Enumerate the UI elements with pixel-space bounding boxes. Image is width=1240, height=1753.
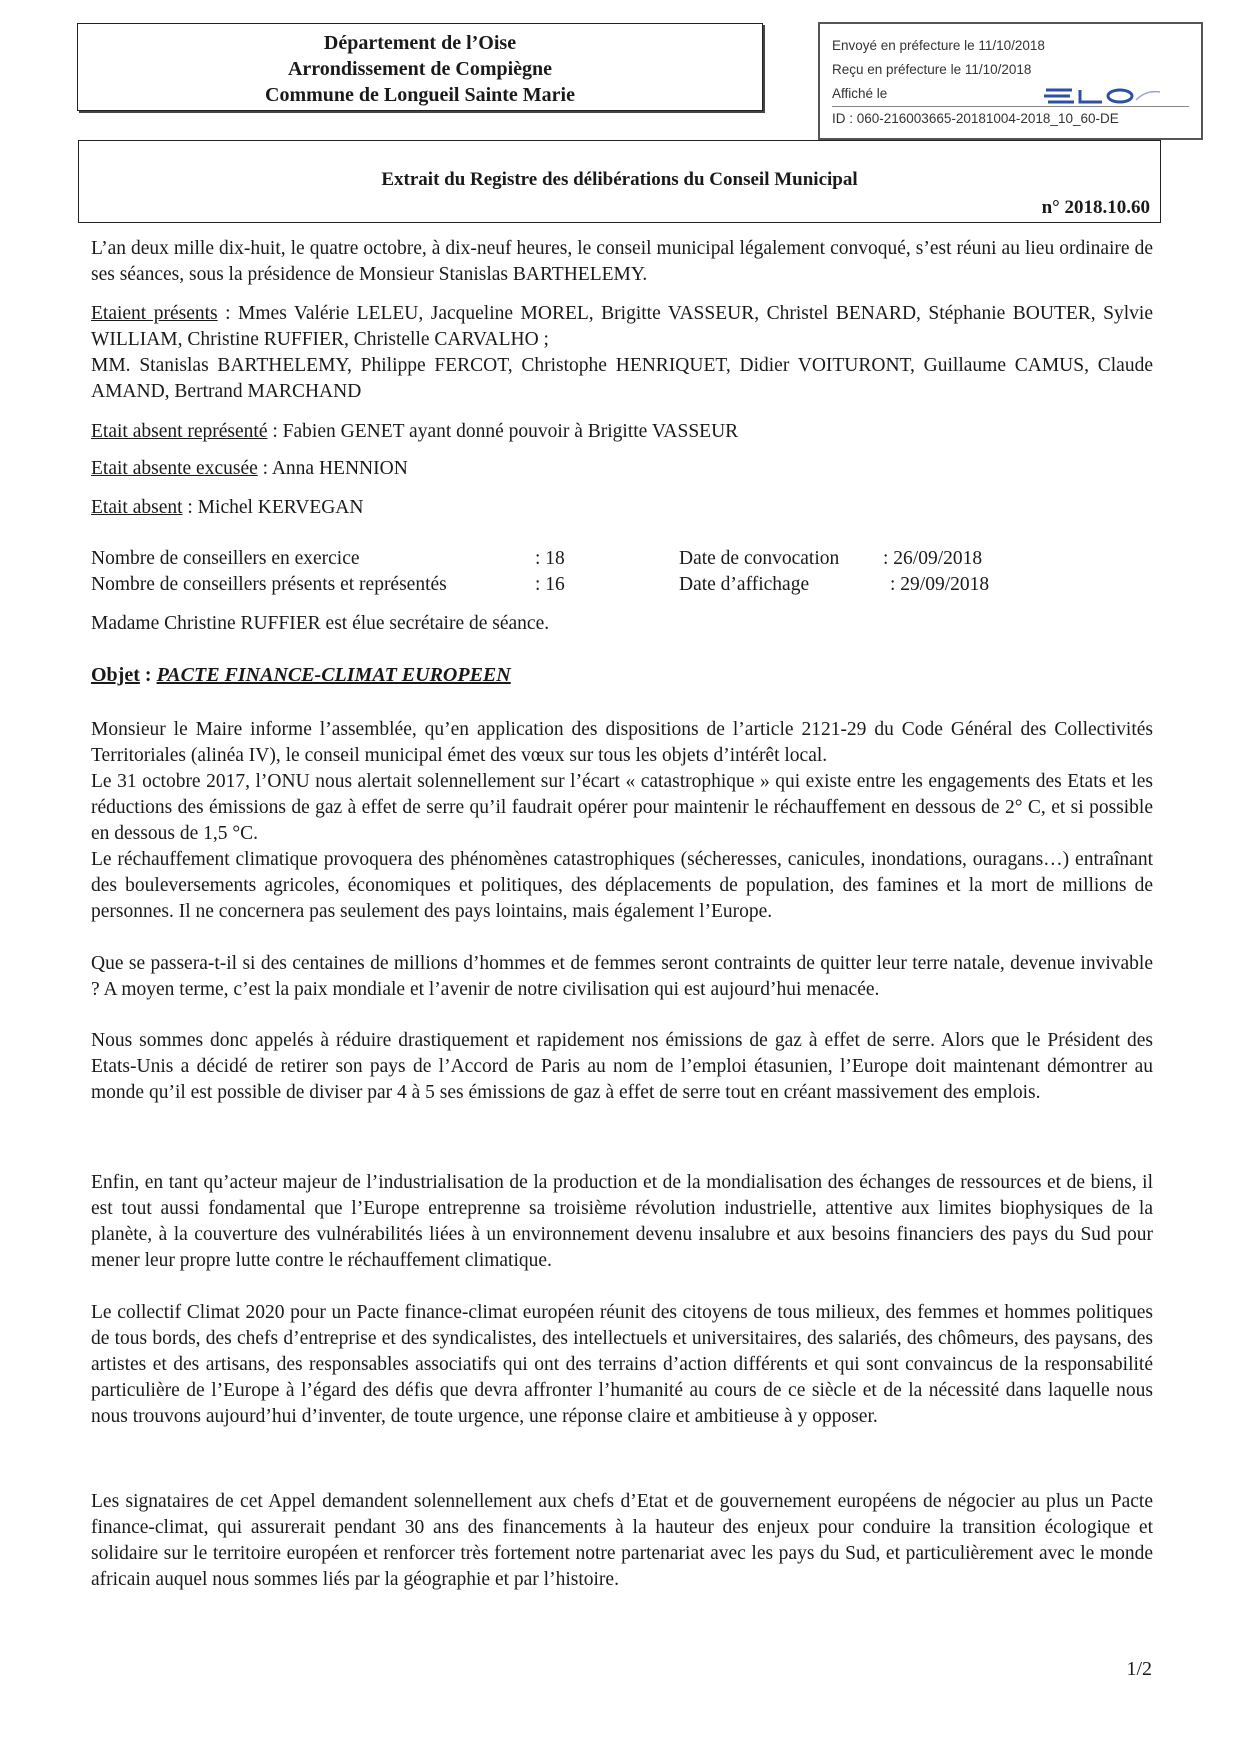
header-box [77, 23, 763, 111]
register-title: Extrait du Registre des délibérations du Conseil Municipal [381, 169, 858, 190]
absent-label: Etait absent [91, 497, 183, 518]
posting-label: Date d’affichage [679, 574, 810, 595]
convocation-value: : 26/09/2018 [883, 548, 983, 569]
represented-text: : Fabien GENET ayant donné pouvoir à Brigitte VASSEUR [267, 421, 739, 442]
excused-line [91, 456, 1153, 482]
intro-paragraph: L’an deux mille dix-huit, le quatre octobre, à dix-neuf heures, le conseil municipal légalement convoqué, s’est réuni au lieu ordinaire de ses séances, sous la présidence de Monsieur Stanislas BARTHELEMY. [91, 238, 1153, 285]
body-paragraph: Que se passera-t-il si des centaines de millions d’hommes et de femmes seront contraints de quitter leur terre natale, devenue invivable ? A moyen terme, c’est la paix mondiale et l’avenir de notre civilisation qui est aujourd’hui menacée. [91, 953, 1153, 1000]
arrondissement-name: Arrondissement de Compiègne [287, 58, 553, 80]
slo-logo-icon [1042, 86, 1162, 104]
body-paragraph: Le 31 octobre 2017, l’ONU nous alertait solennellement sur l’écart « catastrophique » qui existe entre les engagements des Etats et les réductions des émissions de gaz à effet de serre qu’il faudrait opérer pour maintenir le réchauffement en dessous de 2° C, et si possible en dessous de 1,5 °C. [91, 771, 1153, 844]
posting-value: : 29/09/2018 [890, 574, 990, 595]
stamp-received: Reçu en préfecture le 11/10/2018 [832, 62, 1032, 77]
secretary-line: Madame Christine RUFFIER est élue secrétaire de séance. [91, 613, 550, 634]
convocation-label: Date de convocation [679, 548, 840, 569]
deliberation-number: n° 2018.10.60 [1041, 197, 1150, 218]
presents-label: Etaient présents [91, 303, 218, 324]
department-name: Département de l’Oise [323, 32, 517, 54]
objet-title: PACTE FINANCE-CLIMAT EUROPEEN [156, 664, 511, 686]
commune-name: Commune de Longueil Sainte Marie [265, 84, 575, 106]
stamp-sent: Envoyé en préfecture le 11/10/2018 [832, 38, 1045, 53]
title-box [78, 140, 1161, 223]
in-office-label: Nombre de conseillers en exercice [91, 548, 360, 569]
body-paragraph: Les signataires de cet Appel demandent solennellement aux chefs d’Etat et de gouvernement européens de négocier au plus un Pacte finance-climat, qui assurerait pendant 30 ans des financements à la hauteur des enjeux pour conduire la transition écologique et solidaire sur le territoire européen et renforcer très fortement notre partenariat avec les pays du Sud, et particulièrement avec le monde africain auquel nous sommes liés par la géographie et par l’histoire. [91, 1491, 1153, 1590]
body-paragraph: Enfin, en tant qu’acteur majeur de l’industrialisation de la production et de la mondialisation des échanges de ressources et de biens, il est tout aussi fondamental que l’Europe entreprenne sa troisième révolution industrielle, attentive aux limites biophysiques de la planète, à la couverture des vulnérabilités liées à un environnement devenu insalubre et aux besoins financiers des pays du Sud pour mener leur propre lutte contre le réchauffement climatique. [91, 1172, 1153, 1271]
presents-women: : Mmes Valérie LELEU, Jacqueline MOREL, Brigitte VASSEUR, Christel BENARD, Stéphanie BOUTER, Sylvie WILLIAM, Christine RUFFIER, Christelle CARVALHO ; [91, 303, 1154, 350]
excused-label: Etait absente excusée [91, 458, 258, 479]
stamp-posted-row [832, 82, 1189, 106]
body-paragraph: Le collectif Climat 2020 pour un Pacte finance-climat européen réunit des citoyens de tous milieux, des femmes et hommes politiques de tous bords, des chefs d’entreprise et des syndicalistes, des intellectuels et universitaires, des salariés, des chômeurs, des paysans, des artistes et des artisans, des responsables associatifs qui ont des terrains d’action différents et qui sont convaincus de la responsabilité particulière de l’Europe à l’égard des défis que devra affronter l’humanité au cours de ce siècle et de la nécessité dans laquelle nous nous trouvons aujourd’hui d’inventer, de toute urgence, une réponse claire et ambitieuse à y opposer. [91, 1302, 1153, 1427]
objet-label: Objet [91, 664, 140, 686]
body-paragraph: Le réchauffement climatique provoquera des phénomènes catastrophiques (sécheresses, canicules, inondations, ouragans…) entraînant des bouleversements agricoles, économiques et politiques, des déplacements de population, des famines et la mort de millions de personnes. Il ne concernera pas seulement des pays lointains, mais également l’Europe. [91, 849, 1153, 922]
presents-section [91, 301, 1153, 405]
in-office-value: : 18 [535, 548, 565, 569]
page-number: 1/2 [1126, 1658, 1152, 1680]
absent-line [91, 495, 1153, 521]
prefecture-stamp [818, 22, 1203, 140]
body-paragraph: Nous sommes donc appelés à réduire drastiquement et rapidement nos émissions de gaz à effet de serre. Alors que le Président des Etats-Unis a décidé de retirer son pays de l’Accord de Paris au nom de l’emploi étasunien, l’Europe doit maintenant démontrer au monde qu’il est possible de diviser par 4 à 5 ses émissions de gaz à effet de serre tout en créant massivement des emplois. [91, 1030, 1153, 1103]
present-count-value: : 16 [535, 574, 565, 595]
body-paragraph: Monsieur le Maire informe l’assemblée, qu’en application des dispositions de l’article 2121-29 du Code Général des Collectivités Territoriales (alinéa IV), le conseil municipal émet des vœux sur tous les objets d’intérêt local. [91, 719, 1153, 766]
excused-text: : Anna HENNION [257, 458, 408, 479]
represented-label: Etait absent représenté [91, 421, 268, 442]
stamp-id: ID : 060-216003665-20181004-2018_10_60-DE [832, 106, 1189, 131]
objet-colon: : [139, 664, 157, 686]
stamp-posted: Affiché le [832, 86, 888, 101]
absent-text: : Michel KERVEGAN [182, 497, 364, 518]
present-count-label: Nombre de conseillers présents et représentés [91, 574, 447, 595]
represented-line [91, 419, 1153, 445]
presents-men: MM. Stanislas BARTHELEMY, Philippe FERCOT, Christophe HENRIQUET, Didier VOITURONT, Guillaume CAMUS, Claude AMAND, Bertrand MARCHAND [91, 355, 1153, 402]
objet-line [91, 664, 1153, 687]
